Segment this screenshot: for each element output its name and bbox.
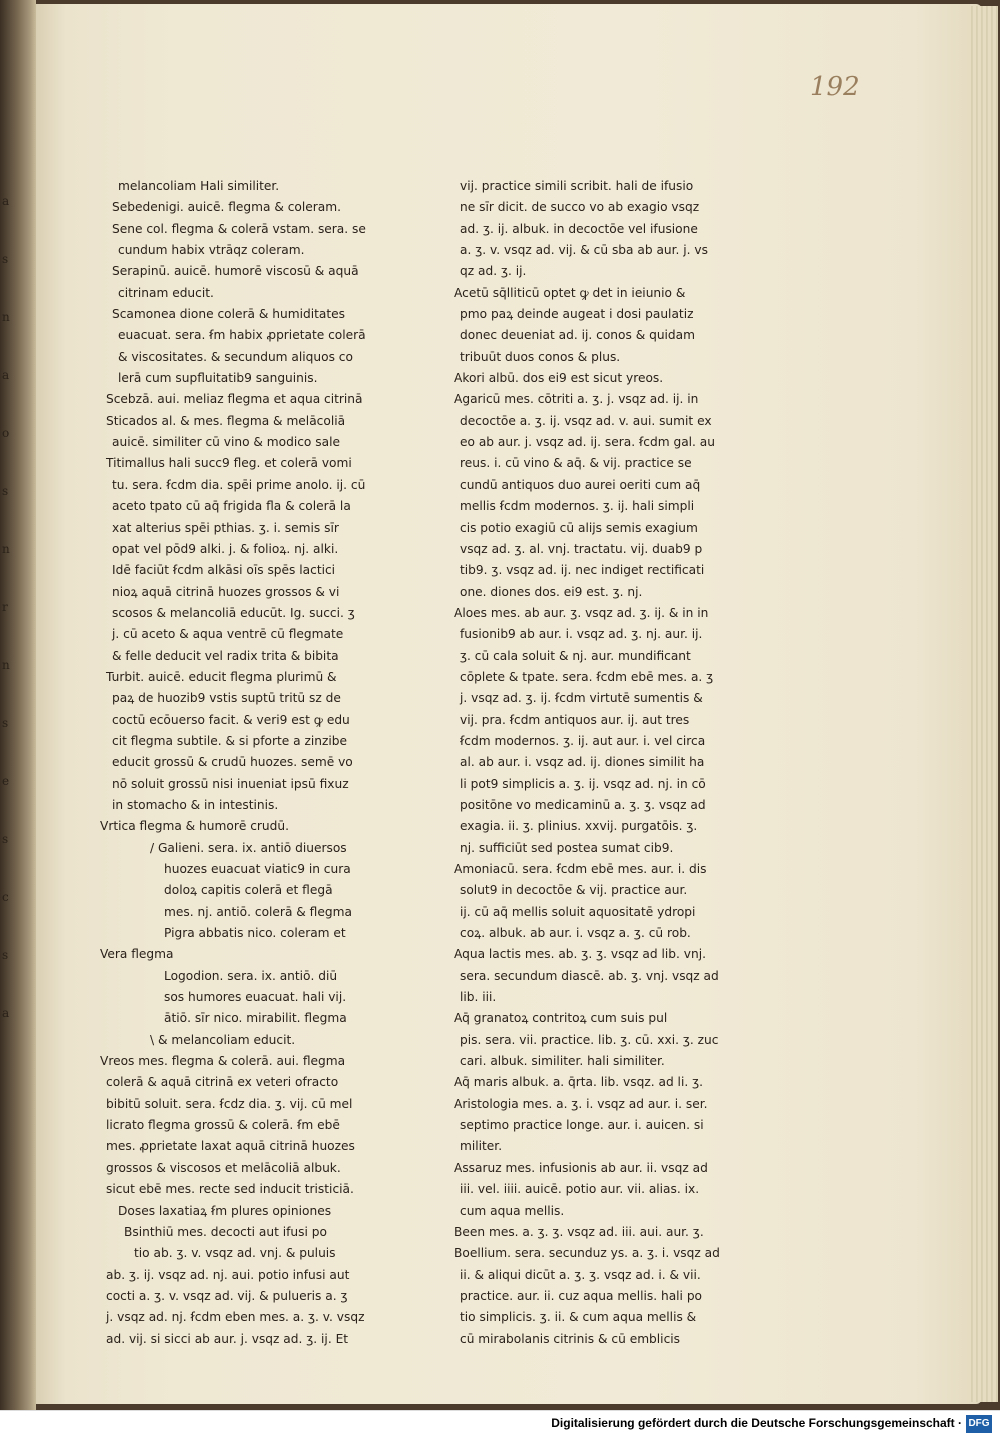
text-line: ab. ʒ. ij. vsqz ad. nj. aui. potio infusi aut — [106, 1267, 350, 1282]
text-line: Aristologia mes. a. ʒ. i. vsqz ad aur. i. ser. — [454, 1096, 708, 1111]
text-line: qz ad. ʒ. ij. — [460, 264, 527, 279]
text-line: vij. pra. ẜcdm antiquos aur. ij. aut tres — [460, 712, 690, 727]
left-page-fragment: n — [2, 310, 9, 324]
text-line: j. vsqz ad. nj. ẜcdm eben mes. a. ʒ. v. vsqz — [106, 1310, 365, 1325]
text-line: Titimallus hali succ9 fleg. et colerā vomi — [106, 456, 352, 471]
text-line: paꝝ de huozib9 vstis suptū tritū sz de — [112, 691, 341, 706]
text-line: Turbit. auicē. educit flegma plurimū & — [106, 669, 337, 684]
text-line: Scebzā. aui. meliaz flegma et aqua citrinā — [106, 392, 363, 407]
text-line: militer. — [460, 1139, 503, 1154]
text-line: sicut ebē mes. recte sed inducit tristiciā. — [106, 1182, 354, 1197]
text-line: fusionib9 ab aur. i. vsqz ad. ʒ. nj. aur. ij. — [460, 627, 703, 642]
text-line: j. cū aceto & aqua ventrē cū flegmate — [112, 627, 344, 642]
text-line: a. ʒ. v. vsqz ad. vij. & cū sba ab aur. j. vs — [460, 243, 708, 258]
text-line: lerā cum supfluitatib9 sanguinis. — [118, 371, 318, 386]
text-line: cōplete & tpate. sera. ẜcdm ebē mes. a. ʒ — [460, 669, 714, 684]
text-line: melancoliam Hali similiter. — [118, 179, 280, 193]
text-line: Sene col. flegma & colerā vstam. sera. se — [112, 221, 366, 236]
text-line: cundum habix vtrāqz coleram. — [118, 243, 305, 258]
text-line: cundū antiquos duo aurei oeriti cum aq̄ — [460, 477, 701, 492]
text-line: & felle deducit vel radix trita & bibita — [112, 648, 339, 663]
text-line: scosos & melancoliā educūt. Ig. succi. ʒ — [112, 605, 355, 620]
text-line: coꝝ. albuk. ab aur. i. vsqz a. ʒ. cū rob. — [460, 926, 691, 941]
text-line: Acetū sq̄lliticū optet ꝙ det in ieiunio & — [454, 285, 686, 300]
text-line: ẜcdm modernos. ʒ. ij. aut aur. i. vel circa — [460, 733, 706, 748]
text-line: ne sīr dicit. de succo vo ab exagio vsqz — [460, 200, 700, 215]
text-line: ad. ʒ. ij. albuk. in decoctōe vel ifusione — [460, 221, 698, 236]
text-line: practice. aur. ii. cuz aqua mellis. hali po — [460, 1288, 703, 1303]
text-line: Idē faciūt ẜcdm alkāsi oīs spēs lactici — [112, 563, 336, 578]
text-line: pis. sera. vii. practice. lib. ʒ. cū. xxi. ʒ. zuc — [460, 1032, 719, 1047]
text-line: ʒ. cū cala soluit & nj. aur. mundificant — [460, 648, 691, 663]
left-page-fragment: a — [2, 368, 9, 382]
text-line: cit flegma subtile. & si pforte a zinzibe — [112, 733, 347, 748]
text-line: ad. vij. si sicci ab aur. j. vsqz ad. ʒ. ij. Et — [106, 1331, 349, 1346]
text-line: ij. cū aq̄ mellis soluit aquositatē ydropi — [460, 904, 696, 919]
text-line: ii. & aliqui dicūt a. ʒ. ʒ. vsqz ad. i. & vii. — [460, 1267, 701, 1282]
text-line: in stomacho & in intestinis. — [112, 797, 279, 812]
text-line: al. ab aur. i. vsqz ad. ij. diones similit ha — [460, 755, 705, 770]
text-line: Vreos mes. flegma & colerā. aui. flegma — [100, 1054, 346, 1069]
text-line: opat vel pōd9 alki. j. & folioꝝ. nj. alki. — [112, 541, 339, 556]
text-line: tribuūt duos conos & plus. — [460, 349, 621, 364]
text-line: cū mirabolanis citrinis & cū emblicis — [460, 1331, 681, 1346]
left-page-fragment: r — [2, 600, 7, 614]
text-line: solut9 in decoctōe & vij. practice aur. — [460, 883, 688, 898]
text-line: citrinam educit. — [118, 285, 214, 300]
left-page-fragment: e — [2, 774, 9, 788]
text-line: grossos & viscosos et melācoliā albuk. — [106, 1160, 341, 1175]
text-line: / Galieni. sera. ix. antiō diuersos — [150, 840, 347, 855]
text-line: Aloes mes. ab aur. ʒ. vsqz ad. ʒ. ij. & in in — [454, 605, 709, 620]
left-page-fragment: a — [2, 1006, 9, 1020]
text-line: Doses laxatiaꝝ ẜm plures opiniones — [118, 1203, 332, 1218]
right-text-column — [448, 176, 744, 1350]
left-page-fragment: a — [2, 194, 9, 208]
text-line: mes. nj. antiō. colerā & flegma — [164, 904, 352, 919]
left-page-fragment: s — [2, 948, 8, 962]
text-line: Scamonea dione colerā & humiditates — [112, 307, 345, 322]
left-page-fragment: s — [2, 716, 8, 730]
text-line: nj. sufficiūt sed postea sumat cib9. — [460, 840, 674, 855]
text-line: nioꝝ aquā citrinā huozes grossos & vi — [112, 584, 340, 599]
text-line: cis potio exagiū cū alijs semis exagium — [460, 520, 698, 535]
text-line: nō soluit grossū nisi inueniat ipsū fixuz — [112, 776, 349, 791]
text-line: auicē. similiter cū vino & modico sale — [112, 435, 340, 450]
text-line: Amoniacū. sera. ẜcdm ebē mes. aur. i. dis — [454, 862, 707, 876]
text-line: Akori albū. dos ei9 est sicut yreos. — [454, 371, 664, 386]
left-page-fragment: o — [2, 426, 9, 440]
text-line: positōne vo medicaminū a. ʒ. ʒ. vsqz ad — [460, 797, 706, 812]
text-line: tio simplicis. ʒ. ii. & cum aqua mellis & — [460, 1310, 697, 1325]
text-line: reus. i. cū vino & aq̄. & vij. practice se — [460, 456, 692, 471]
text-line: coctū ecōuerso facit. & veri9 est ꝙ edu — [112, 712, 350, 727]
text-line: ātiō. sīr nico. mirabilit. flegma — [164, 1011, 347, 1026]
text-line: & viscositates. & secundum aliquos co — [118, 349, 353, 364]
text-line: Assaruz mes. infusionis ab aur. ii. vsqz ad — [454, 1160, 708, 1175]
text-line: Sticados al. & mes. flegma & melācoliā — [106, 413, 346, 428]
text-line: tio ab. ʒ. v. vsqz ad. vnj. & puluis — [134, 1246, 336, 1261]
text-line: Vrtica flegma & humorē crudū. — [100, 819, 289, 834]
text-line: j. vsqz ad. ʒ. ij. ẜcdm virtutē sumentis & — [460, 691, 703, 706]
text-line: Serapinū. auicē. humorē viscosū & aquā — [112, 264, 359, 279]
footer-bar — [0, 1410, 1000, 1440]
text-line: iii. vel. iiii. auicē. potio aur. vii. alias. ix. — [460, 1182, 700, 1197]
left-page-fragment: s — [2, 484, 8, 498]
left-text-column — [98, 176, 380, 1350]
text-line: septimo practice longe. aur. i. auicen. si — [460, 1118, 704, 1133]
text-line: Boellium. sera. secunduz ys. a. ʒ. i. vsqz ad — [454, 1246, 720, 1261]
text-line: vsqz ad. ʒ. al. vnj. tractatu. vij. duab9 p — [460, 541, 703, 556]
text-line: vij. practice simili scribit. hali de ifusio — [460, 179, 694, 193]
text-line: cocti a. ʒ. v. vsqz ad. vij. & pulueris a. ʒ — [106, 1288, 348, 1303]
text-line: Sebedenigi. auicē. flegma & coleram. — [112, 200, 341, 215]
text-line: Logodion. sera. ix. antiō. diū — [164, 968, 338, 983]
left-page-edge — [0, 0, 36, 1410]
text-line: Pigra abbatis nico. coleram et — [164, 926, 346, 941]
text-line: eo ab aur. j. vsqz ad. ij. sera. ẜcdm gal. au — [460, 435, 715, 450]
text-line: Bsinthiū mes. decocti aut ifusi po — [124, 1224, 327, 1239]
text-line: xat alterius spēi pthias. ʒ. i. semis sīr — [112, 520, 339, 535]
text-line: \ & melancoliam educit. — [150, 1032, 296, 1047]
text-line: pmo paꝝ deinde augeat i dosi paulatiz — [460, 307, 694, 322]
text-line: colerā & aquā citrinā ex veteri ofracto — [106, 1075, 339, 1090]
folio-number: 192 — [810, 72, 860, 102]
left-page-fragment: s — [2, 252, 8, 266]
text-line: Been mes. a. ʒ. ʒ. vsqz ad. iii. aui. aur. ʒ. — [454, 1224, 704, 1239]
text-line: Aq̄ granatoꝝ contritoꝝ cum suis pul — [454, 1011, 668, 1026]
text-line: decoctōe a. ʒ. ij. vsqz ad. v. aui. sumit ex — [460, 413, 712, 428]
text-line: tu. sera. ẜcdm dia. spēi prime anolo. ij. cū — [112, 477, 366, 492]
text-line: donec deueniat ad. ij. conos & quidam — [460, 328, 696, 343]
text-line: cari. albuk. similiter. hali similiter. — [460, 1054, 665, 1069]
left-page-fragment: s — [2, 832, 8, 846]
text-line: li pot9 simplicis a. ʒ. ij. vsqz ad. nj. in cō — [460, 776, 706, 791]
left-page-fragment: n — [2, 542, 9, 556]
text-line: aceto tpato cū aq̄ frigida fla & colerā la — [112, 499, 351, 514]
dfg-logo: DFG — [966, 1415, 992, 1433]
text-line: Aq̄ maris albuk. a. q̄rta. lib. vsqz. ad li. ʒ. — [454, 1075, 703, 1090]
left-page-fragment: n — [2, 658, 9, 672]
text-line: lib. iii. — [460, 990, 497, 1005]
text-line: licrato flegma grossū & colerā. ẜm ebē — [106, 1118, 340, 1133]
text-line: Vera flegma — [100, 947, 174, 962]
text-line: doloꝝ capitis colerā et flegā — [164, 883, 333, 898]
text-line: sera. secundum diascē. ab. ʒ. vnj. vsqz ad — [460, 968, 719, 983]
footer-credit: Digitalisierung gefördert durch die Deutsche Forschungsgemeinschaft · — [551, 1416, 962, 1430]
text-line: exagia. ii. ʒ. plinius. xxvij. purgatōis. ʒ. — [460, 819, 698, 834]
text-line: cum aqua mellis. — [460, 1203, 565, 1218]
text-line: Aqua lactis mes. ab. ʒ. ʒ. vsqz ad lib. vnj. — [454, 947, 706, 962]
text-line: one. diones dos. ei9 est. ʒ. nj. — [460, 584, 643, 599]
text-line: tib9. ʒ. vsqz ad. ij. nec indiget rectificati — [460, 563, 705, 578]
text-line: bibitū soluit. sera. ẜcdz dia. ʒ. vij. cū mel — [106, 1096, 353, 1111]
text-line: huozes euacuat viatic9 in cura — [164, 862, 351, 876]
text-line: sos humores euacuat. hali vij. — [164, 990, 347, 1005]
left-page-fragment: c — [2, 890, 8, 904]
text-line: mes. ꝓprietate laxat aquā citrinā huozes — [106, 1139, 355, 1154]
text-line: euacuat. sera. ẜm habix ꝓprietate colerā — [118, 328, 366, 343]
text-line: educit grossū & crudū huozes. semē vo — [112, 755, 353, 770]
page-edges — [968, 6, 998, 1402]
text-line: mellis ẜcdm modernos. ʒ. ij. hali simpli — [460, 499, 695, 514]
text-line: Agaricū mes. cōtriti a. ʒ. j. vsqz ad. ij. in — [454, 392, 699, 407]
